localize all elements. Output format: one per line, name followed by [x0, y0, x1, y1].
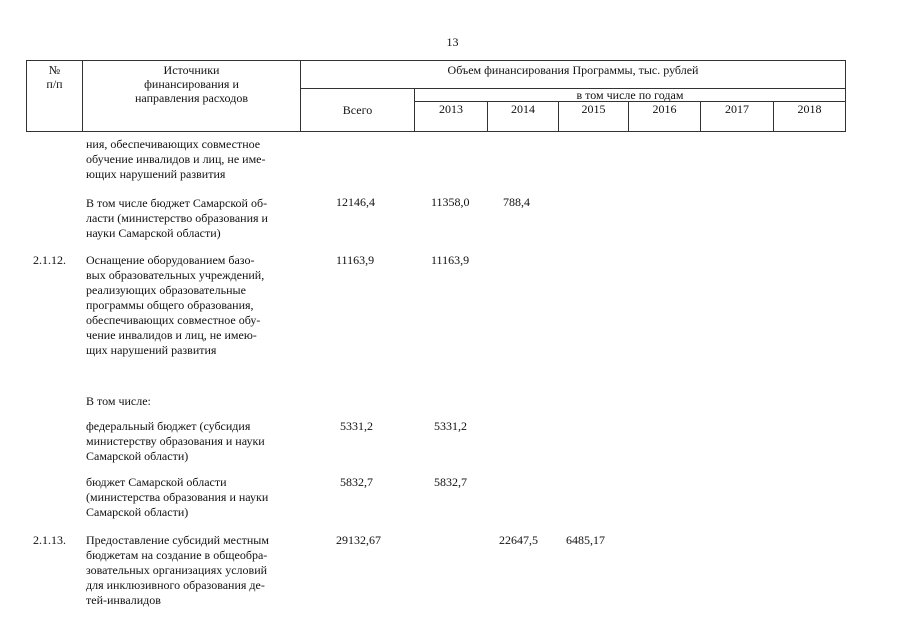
- text-line: Самарской области): [86, 505, 189, 519]
- text-line: программы общего образования,: [86, 298, 254, 312]
- value-total: 11163,9: [336, 253, 375, 267]
- text-line: реализующих образовательные: [86, 283, 246, 297]
- text-line: В том числе:: [86, 394, 151, 408]
- header-year-2015: [559, 102, 629, 132]
- header-col-by-years: [415, 89, 846, 102]
- header-year-label: 2017: [725, 102, 749, 116]
- page-number: 13: [446, 35, 459, 49]
- row-description: [86, 196, 299, 241]
- value-2015: 6485,17: [566, 533, 605, 547]
- header-col-volume-label: Объем финансирования Программы, тыс. рублей: [447, 63, 699, 77]
- text-line: (министерства образования и науки: [86, 490, 269, 504]
- header-year-label: 2014: [511, 102, 535, 116]
- value-2013: 11163,9: [431, 253, 470, 267]
- value-total: 12146,4: [336, 195, 375, 209]
- row-description: [86, 394, 151, 409]
- value-2013: 11358,0: [431, 195, 470, 209]
- header-year-label: 2015: [581, 102, 606, 116]
- header-col-total: [301, 89, 415, 132]
- text-line: щих нарушений развития: [86, 343, 217, 357]
- text-line: обучение инвалидов и лиц, не име-: [86, 152, 266, 166]
- value-total: 5331,2: [340, 419, 373, 433]
- text-line: чение инвалидов и лиц, не имею-: [86, 328, 257, 342]
- value-total: 5832,7: [340, 475, 373, 489]
- text-line: федеральный бюджет (субсидия: [86, 419, 251, 433]
- header-col-volume: [301, 61, 846, 89]
- header-year-2016: [629, 102, 701, 132]
- header-col-no: [27, 61, 83, 132]
- text-line: ласти (министерство образования и: [86, 211, 268, 225]
- row-description: [86, 475, 299, 520]
- text-line: для инклюзивного образования де-: [86, 578, 265, 592]
- header-year-label: 2013: [439, 102, 463, 116]
- header-year-2017: [701, 102, 774, 132]
- header-col-no-label: № п/п: [46, 63, 63, 91]
- row-number: 2.1.12.: [33, 253, 66, 267]
- text-line: обеспечивающих совместное обу-: [86, 313, 261, 327]
- text-line: министерству образования и науки: [86, 434, 265, 448]
- header-col-sources-label: Источники финансирования и направления расходов: [135, 63, 248, 105]
- header-year-label: 2016: [652, 102, 677, 116]
- value-2013: 5331,2: [434, 419, 467, 433]
- text-line: В том числе бюджет Самарской об-: [86, 196, 268, 210]
- header-col-sources: [83, 61, 301, 132]
- text-line: Самарской области): [86, 449, 189, 463]
- value-2013: 5832,7: [434, 475, 467, 489]
- text-line: бюджетам на создание в общеобра-: [86, 548, 268, 562]
- text-line: ющих нарушений развития: [86, 167, 226, 181]
- row-description: [86, 533, 299, 608]
- value-total: 29132,67: [336, 533, 381, 547]
- value-2014: 22647,5: [499, 533, 538, 547]
- row-number: 2.1.13.: [33, 533, 66, 547]
- header-col-by-years-label: в том числе по годам: [576, 88, 684, 102]
- row-description: [86, 137, 299, 182]
- header-year-label: 2018: [797, 102, 822, 116]
- text-line: Предоставление субсидий местным: [86, 533, 269, 547]
- text-line: науки Самарской области): [86, 226, 221, 240]
- table-header: [26, 60, 846, 132]
- header-year-2014: [488, 102, 559, 132]
- row-description: [86, 419, 299, 464]
- text-line: Оснащение оборудованием базо-: [86, 253, 255, 267]
- text-line: бюджет Самарской области: [86, 475, 227, 489]
- text-line: тей-инвалидов: [86, 593, 161, 607]
- header-year-2018: [774, 102, 846, 132]
- value-2014: 788,4: [503, 195, 530, 209]
- header-col-total-label: Всего: [342, 103, 373, 117]
- text-line: ния, обеспечивающих совместное: [86, 137, 261, 151]
- header-year-2013: [415, 102, 488, 132]
- text-line: вых образовательных учреждений,: [86, 268, 265, 282]
- text-line: зовательных организациях условий: [86, 563, 268, 577]
- row-description: [86, 253, 299, 358]
